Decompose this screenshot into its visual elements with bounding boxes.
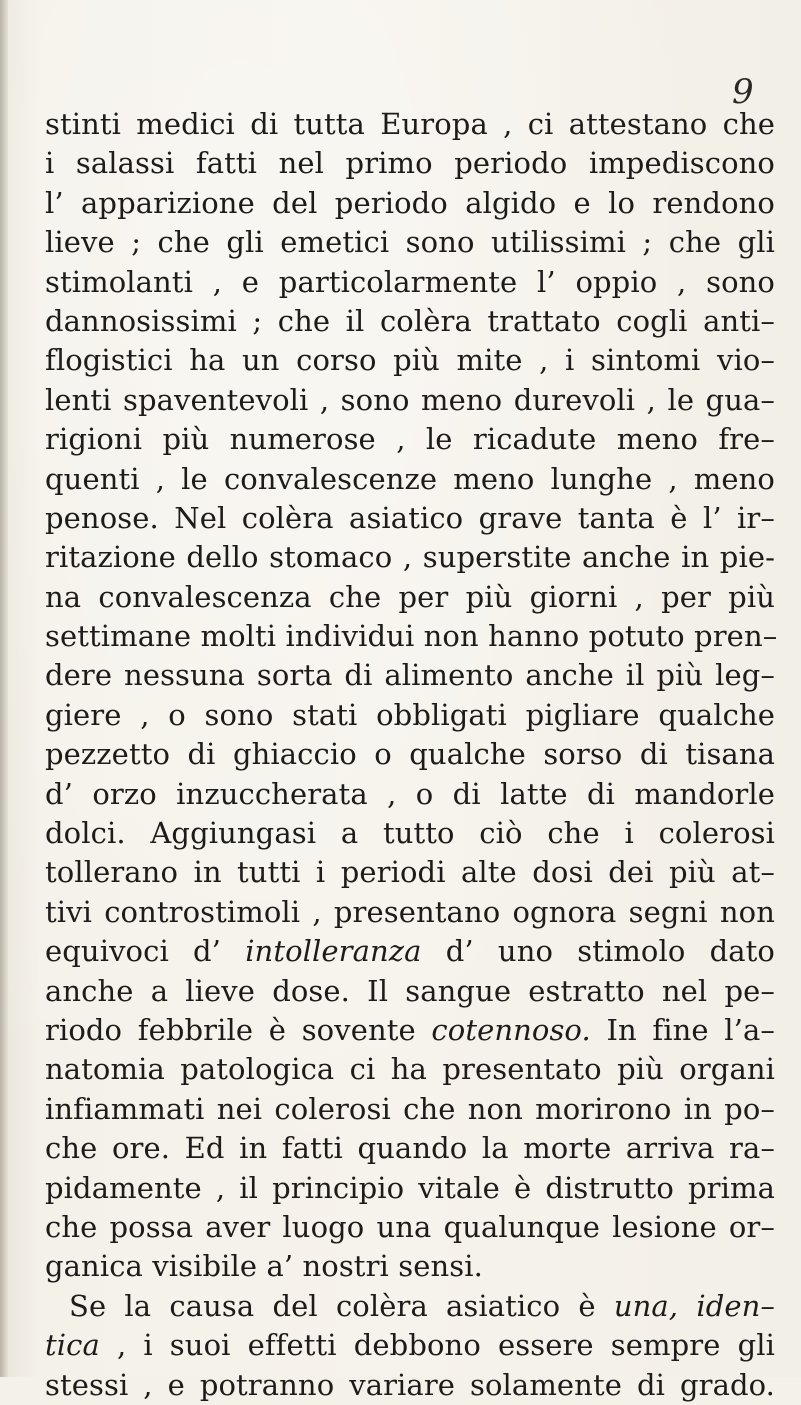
text-segment: natomia patologica ci ha presentato più organi [45, 1052, 775, 1087]
text-segment: tollerano in tutti i periodi alte dosi dei più at– [45, 855, 775, 890]
text-segment: che ore. Ed in fatti quando la morte arriva ra– [45, 1131, 775, 1166]
text-line [45, 656, 775, 695]
text-line [45, 381, 775, 420]
body-text [45, 105, 778, 1405]
text-line [45, 538, 775, 577]
italic-text: intolleranza [245, 934, 422, 969]
text-line [45, 735, 775, 774]
text-line [45, 814, 775, 853]
text-line [45, 617, 778, 656]
italic-text: una, iden– [613, 1288, 775, 1323]
text-line [45, 1169, 775, 1208]
text-segment: ritazione dello stomaco , superstite anche in pie- [45, 540, 775, 575]
text-line [45, 184, 775, 223]
text-segment: rigioni più numerose , le ricadute meno fre– [45, 422, 775, 457]
text-segment: l’ apparizione del periodo algido e lo rendono [45, 185, 775, 220]
text-line [45, 341, 775, 380]
text-segment: lenti spaventevoli , sono meno durevoli , le gua– [45, 382, 775, 417]
text-line [45, 1287, 775, 1326]
text-segment: ganica visibile a’ nostri sensi. [45, 1249, 483, 1284]
text-segment: infiammati nei colerosi che non morirono in po– [45, 1091, 775, 1126]
text-line [45, 1366, 775, 1405]
text-segment: pezzetto di ghiaccio o qualche sorso di tisana [45, 737, 775, 772]
text-segment: i salassi fatti nel primo periodo impediscono [45, 146, 775, 181]
text-line [45, 1011, 775, 1050]
text-segment: tivi controstimoli , presentano ognora segni non [45, 894, 775, 929]
text-line [45, 499, 775, 538]
text-line [45, 1050, 775, 1089]
text-line [45, 302, 775, 341]
text-line [45, 696, 775, 735]
text-line [45, 263, 775, 302]
text-line [45, 578, 775, 617]
text-line [45, 144, 775, 183]
text-segment: flogistici ha un corso più mite , i sintomi vio– [45, 343, 775, 378]
page-number: 9 [732, 72, 754, 112]
text-segment: settimane molti individui non hanno potuto pren– [45, 619, 778, 654]
text-segment: lieve ; che gli emetici sono utilissimi ; che gli [45, 225, 775, 260]
text-line [45, 972, 775, 1011]
text-segment: quenti , le convalescenze meno lunghe , meno [45, 461, 775, 496]
text-segment: d’ orzo inzuccherata , o di latte di mandorle [45, 776, 775, 811]
text-line [45, 1247, 775, 1286]
text-line [45, 932, 775, 971]
text-line [45, 893, 775, 932]
text-segment: giere , o sono stati obbligati pigliare qualche [45, 697, 775, 732]
text-segment: anche a lieve dose. Il sangue estratto nel pe– [45, 973, 775, 1008]
text-segment: na convalescenza che per più giorni , per più [45, 579, 775, 614]
text-segment: d’ uno stimolo dato [421, 934, 775, 969]
text-segment: che possa aver luogo una qualunque lesione or– [45, 1209, 775, 1244]
text-segment: riodo febbrile è sovente [45, 1012, 432, 1047]
text-line [45, 1129, 775, 1168]
text-segment: equivoci d’ [45, 934, 246, 969]
text-segment: stessi , e potranno variare solamente di grado. [45, 1367, 775, 1402]
text-line [45, 1326, 775, 1365]
text-segment: dannosissimi ; che il colèra trattato cogli anti– [45, 303, 775, 338]
text-line [45, 105, 775, 144]
text-line [45, 775, 775, 814]
text-line [45, 420, 775, 459]
text-line [45, 223, 775, 262]
text-line [45, 1208, 775, 1247]
text-segment: stimolanti , e particolarmente l’ oppio , sono [45, 264, 775, 299]
text-segment: , i suoi effetti debbono essere sempre gli [99, 1328, 775, 1363]
text-segment: dere nessuna sorta di alimento anche il più leg– [45, 658, 775, 693]
page-binding-edge [0, 0, 8, 1377]
italic-text: cotennoso. [431, 1012, 591, 1047]
text-segment: stinti medici di tutta Europa , ci attestano che [45, 107, 775, 141]
text-line [45, 460, 775, 499]
text-segment: penose. Nel colèra asiatico grave tanta è l’ ir– [45, 500, 775, 535]
text-segment: dolci. Aggiungasi a tutto ciò che i colerosi [45, 816, 775, 851]
text-segment: pidamente , il principio vitale è distrutto prima [45, 1170, 775, 1205]
text-line [45, 853, 775, 892]
text-line [45, 1090, 775, 1129]
italic-text: tica [45, 1328, 100, 1363]
text-segment: In fine l’a– [590, 1012, 775, 1047]
text-segment: Se la causa del colèra asiatico è [69, 1288, 614, 1323]
